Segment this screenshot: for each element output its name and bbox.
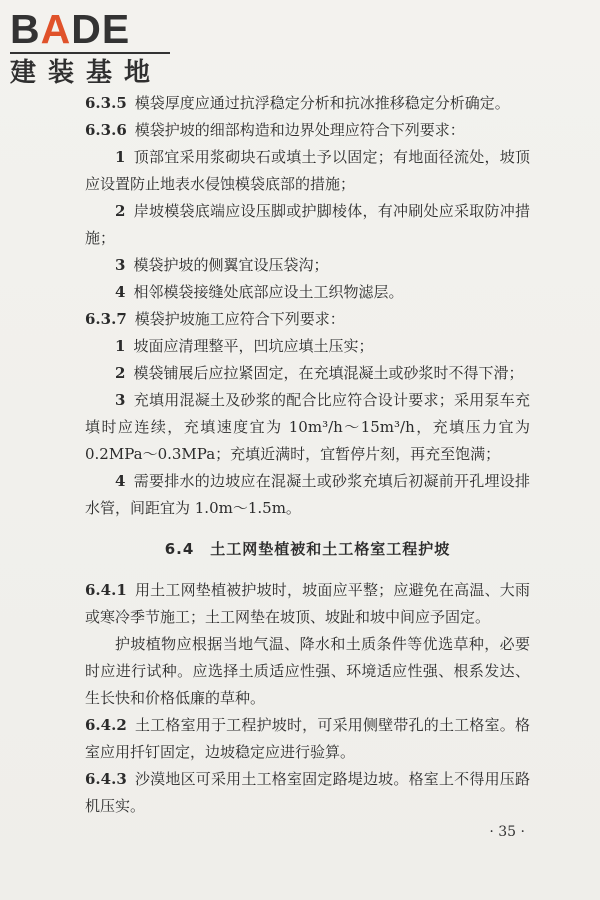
clause-paragraph xyxy=(85,577,530,631)
paragraph-text: 土工格室用于工程护坡时，可采用侧壁带孔的土工格室。格室应用扦钉固定，边坡稳定应进行验算。 xyxy=(85,716,530,761)
clause-number: 6.4.2 xyxy=(85,716,127,734)
clause-number: 6.3.5 xyxy=(85,94,127,112)
list-item xyxy=(85,252,530,279)
paragraph-text: 坡面应清理整平，凹坑应填土压实； xyxy=(133,337,374,355)
logo-subtitle: 建装基地 xyxy=(10,58,163,88)
logo-letters-de: DE xyxy=(71,6,131,52)
logo-divider xyxy=(10,52,170,54)
paragraph-text: 用土工网垫植被护坡时，坡面应平整；应避免在高温、大雨或寒冷季节施工；土工网垫在坡顶、坡趾和坡中间应予固定。 xyxy=(85,581,530,626)
item-number: 3 xyxy=(115,391,126,409)
paragraph-text: 护坡植物应根据当地气温、降水和土质条件等优选草种，必要时应进行试种。应选择土质适应性强、环境适应性强、根系发达、生长快和价格低廉的草种。 xyxy=(85,635,530,707)
paragraph-text: 模袋护坡的侧翼宜设压袋沟； xyxy=(133,256,329,274)
paragraph-text: 相邻模袋接缝处底部应设土工织物滤层。 xyxy=(133,283,404,301)
item-number: 2 xyxy=(115,202,126,220)
item-number: 4 xyxy=(115,283,126,301)
item-number: 1 xyxy=(115,148,126,166)
paragraph-text: 模袋厚度应通过抗浮稳定分析和抗冰推移稳定分析确定。 xyxy=(134,94,510,112)
paragraph-text: 岸坡模袋底端应设压脚或护脚棱体，有冲刷处应采取防冲措施； xyxy=(85,202,530,247)
paragraph-text: 需要排水的边坡应在混凝土或砂浆充填后初凝前开孔埋设排水管，间距宜为 1.0m～1.5m。 xyxy=(85,472,530,517)
document-body xyxy=(85,90,530,820)
section-title: 土工网垫植被和土工格室工程护坡 xyxy=(210,540,451,558)
paragraph-text: 顶部宜采用浆砌块石或填土予以固定；有地面径流处，坡顶应设置防止地表水侵蚀模袋底部的措施； xyxy=(85,148,530,193)
item-number: 3 xyxy=(115,256,126,274)
list-item xyxy=(85,387,530,468)
logo-letter-b: B xyxy=(10,6,41,52)
paragraph-text: 模袋护坡施工应符合下列要求： xyxy=(134,310,345,328)
clause-paragraph xyxy=(85,712,530,766)
list-item xyxy=(85,198,530,252)
paragraph-text: 模袋铺展后应拉紧固定，在充填混凝土或砂浆时不得下滑； xyxy=(133,364,524,382)
clause-number: 6.4.3 xyxy=(85,770,127,788)
clause-paragraph xyxy=(85,766,530,820)
logo-letter-a: A xyxy=(40,6,72,52)
clause-paragraph xyxy=(85,117,530,144)
list-item xyxy=(85,333,530,360)
section-heading xyxy=(85,536,530,563)
item-number: 1 xyxy=(115,337,126,355)
section-number: 6.4 xyxy=(164,540,195,558)
list-item xyxy=(85,279,530,306)
list-item xyxy=(85,468,530,522)
list-item xyxy=(85,360,530,387)
paragraph-text: 模袋护坡的细部构造和边界处理应符合下列要求： xyxy=(134,121,465,139)
body-paragraph xyxy=(85,631,530,712)
clause-paragraph xyxy=(85,306,530,333)
item-number: 2 xyxy=(115,364,126,382)
clause-paragraph xyxy=(85,90,530,117)
clause-number: 6.3.7 xyxy=(85,310,127,328)
clause-number: 6.4.1 xyxy=(85,581,127,599)
paragraph-text: 沙漠地区可采用土工格室固定路堤边坡。格室上不得用压路机压实。 xyxy=(85,770,530,815)
bade-logo xyxy=(10,6,175,90)
clause-number: 6.3.6 xyxy=(85,121,127,139)
paragraph-text: 充填用混凝土及砂浆的配合比应符合设计要求；采用泵车充填时应连续，充填速度宜为 10m³/h～15m³/h，充填压力宜为 0.2MPa～0.3MPa；充填近满时，宜暂停片刻，再充至饱满； xyxy=(85,391,530,463)
page-number: · 35 · xyxy=(489,824,525,840)
item-number: 4 xyxy=(115,472,126,490)
logo-wordmark xyxy=(10,6,175,52)
list-item xyxy=(85,144,530,198)
